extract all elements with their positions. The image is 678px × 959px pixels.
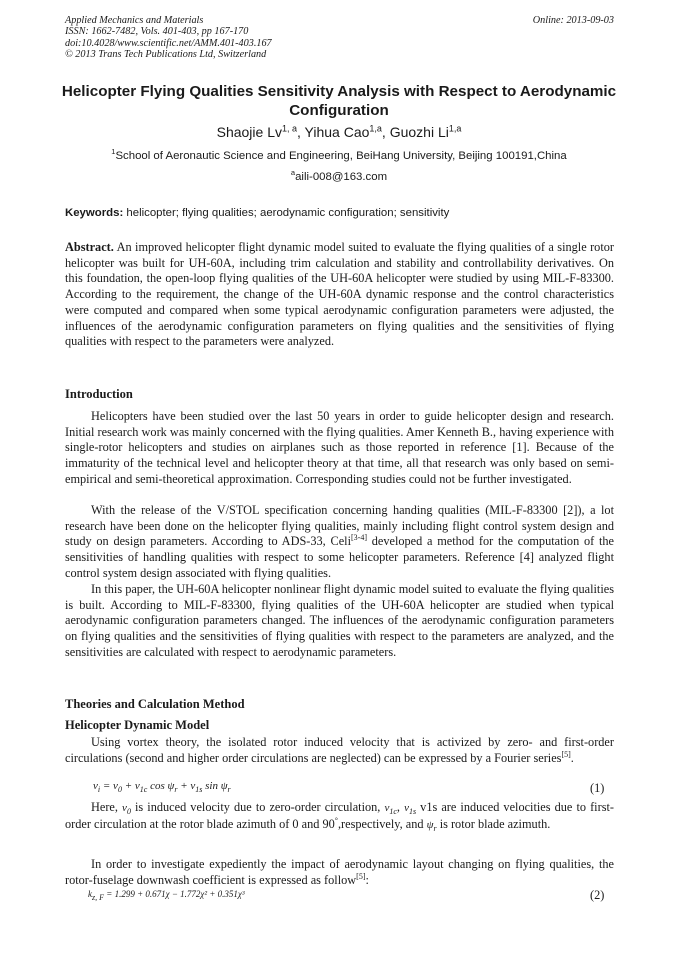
doi-line: doi:10.4028/www.scientific.net/AMM.401-403.167 — [65, 37, 272, 49]
equation-1: $v_i = v_0 + v_{1c}$ $\cos \psi_r + v_{1s}$ $\sin \psi_r$ — [93, 780, 231, 795]
keywords — [65, 207, 449, 219]
citation-ref: [3-4] — [351, 533, 367, 543]
subsection-heading-dynamic-model: Helicopter Dynamic Model — [65, 718, 210, 732]
author-name: Guozhi Li — [389, 124, 449, 140]
symbol-v0: $v_0$ — [122, 802, 131, 817]
author-sup: 1,a — [448, 123, 462, 134]
paper-title: Helicopter Flying Qualities Sensitivity Analysis with Respect to Aerodynamic Configuration — [61, 83, 617, 119]
theory-p2-text: v1s are induced velocities due to first-order circulation at the rotor blade azimuth of 0 and 90 — [65, 800, 614, 831]
citation-ref: [5] — [356, 871, 366, 881]
keywords-text: helicopter; flying qualities; aerodynamic configuration; sensitivity — [126, 207, 450, 219]
intro-paragraph-3: In this paper, the UH-60A helicopter nonlinear flight dynamic model suited to evaluate the flying qualities is built. According to MIL-F-83300, flying qualities of the UH-60A helicopter are studied when typical aerodynamic configuration parameters changed. The influences of the aerodynamic configuration parameters on flying qualities and the sensitivities of flying qualities with respect to the parameters are analyzed, and the sensitivities are calculated with respect to aerodynamic parameters. — [65, 582, 614, 659]
email-sup: a — [290, 168, 296, 178]
keywords-label: Keywords: — [65, 207, 124, 219]
email — [60, 168, 618, 183]
author-list: Shaojie Lv$^{1, a}$, Yihua Cao$^{1,a}$, Guozhi Li$^{1,a}$ — [216, 123, 462, 140]
intro-p2-text: developed a method for the computation of the sensitivities of handling qualities with respect to some helicopter parameters. Reference [4] analyzed flight control system design associated with flying qualities. — [65, 534, 614, 580]
journal-header — [65, 15, 272, 61]
symbol-v1s: $v_{1s}$ — [404, 802, 417, 817]
theory-p3-end: : — [365, 872, 369, 887]
affiliation-text: School of Aeronautic Science and Engineering, BeiHang University, Beijing 100191,China — [115, 150, 567, 162]
equation-2-label: (2) — [590, 888, 605, 902]
symbol-psi: $\psi_r$ — [426, 818, 437, 833]
theory-p2-text: is induced velocity due to zero-order circulation, — [135, 800, 381, 814]
theory-p2-text: Here, — [91, 800, 118, 814]
theory-p2-sep: , — [396, 800, 400, 814]
email-text: aili-008@163.com — [295, 171, 388, 183]
theory-p2-text: ,respectively, and — [337, 816, 424, 831]
section-heading-introduction: Introduction — [65, 387, 133, 401]
issn-line: ISSN: 1662-7482, Vols. 401-403, pp 167-170 — [65, 26, 249, 38]
affiliation — [60, 147, 618, 162]
intro-paragraph-1: Helicopters have been studied over the last 50 years in order to guide helicopter design and research. Initial research work was mainly concerned with the flying qualities. Amer Kenneth B., having experience with single-rotor helicopters and studies on airplanes such as those reported in reference [1]. Because of the immaturity of the technical level and helicopter theory at that time, all that research was only based on semi-empirical and semi-theoretical approximation. Corresponding studies could not be further investigated. — [65, 409, 614, 486]
degree-sign: ° — [334, 815, 338, 825]
author-name: Shaojie Lv — [216, 124, 282, 140]
affiliation-sup: 1 — [111, 147, 116, 157]
online-date: Online: 2013-09-03 — [532, 15, 614, 26]
theory-p1-text: Using vortex theory, the isolated rotor induced velocity that is activized by zero- and first-order circulations (second and higher order circulations are neglected) can be expressed by a Fourier series — [65, 735, 614, 765]
abstract-label: Abstract. — [65, 240, 114, 254]
abstract — [65, 240, 614, 350]
intro-paragraph-2 — [65, 503, 614, 582]
theory-paragraph-1 — [65, 735, 614, 766]
copyright-line: © 2013 Trans Tech Publications Ltd, Switzerland — [65, 49, 267, 61]
intro-p2-text: With the release of the V/STOL specification concerning handing qualities (MIL-F-83300 [2]), a lot research have been done on the helicopter flying qualities, mainly including flight control system design and study on design parameters. According to ADS-33, Celi — [65, 503, 614, 549]
theory-p1-end: . — [570, 750, 574, 765]
author-sup: 1, a — [282, 123, 298, 134]
section-heading-theories: Theories and Calculation Method — [65, 697, 245, 711]
theory-p3-text: In order to investigate expediently the impact of aerodynamic layout changing on flying qualities, the rotor-fuselage downwash coefficient is expressed as follow — [65, 857, 614, 887]
equation-2-text: = 1.299 + 0.671χ − 1.772χ² + 0.351χ³ — [106, 889, 245, 899]
journal-name: Applied Mechanics and Materials — [65, 15, 204, 26]
theory-paragraph-3 — [65, 857, 614, 888]
equation-1-label: (1) — [590, 781, 605, 795]
theory-p2-text: is rotor blade azimuth. — [439, 816, 551, 831]
citation-ref: [5] — [561, 749, 571, 759]
symbol-v1c: $v_{1c}$ — [384, 802, 397, 817]
author-name: Yihua Cao — [304, 124, 370, 140]
equation-2: $k_{z, F} = 1.299 + 0.671\chi - 1.772\chi^2 + 0.351\chi^3$ — [88, 889, 245, 902]
author-sup: 1,a — [369, 123, 382, 134]
abstract-text: An improved helicopter flight dynamic model suited to evaluate the flying qualities of a single rotor helicopter was built for UH-60A, including trim calculation and stability and controllability derivatives. On this foundation, the open-loop flying qualities of the UH-60A helicopter were studied by using MIL-F-83300. According to the requirement, the change of the UH-60A dynamic response and the control characteristics were computed and compared when some typical aerodynamic configuration parameters were adjusted, the influences of the aerodynamic configuration parameters on flying qualities and the sensitivities of flying qualities with respect to the parameters were analyzed. — [65, 240, 614, 349]
theory-paragraph-2 — [65, 800, 614, 833]
